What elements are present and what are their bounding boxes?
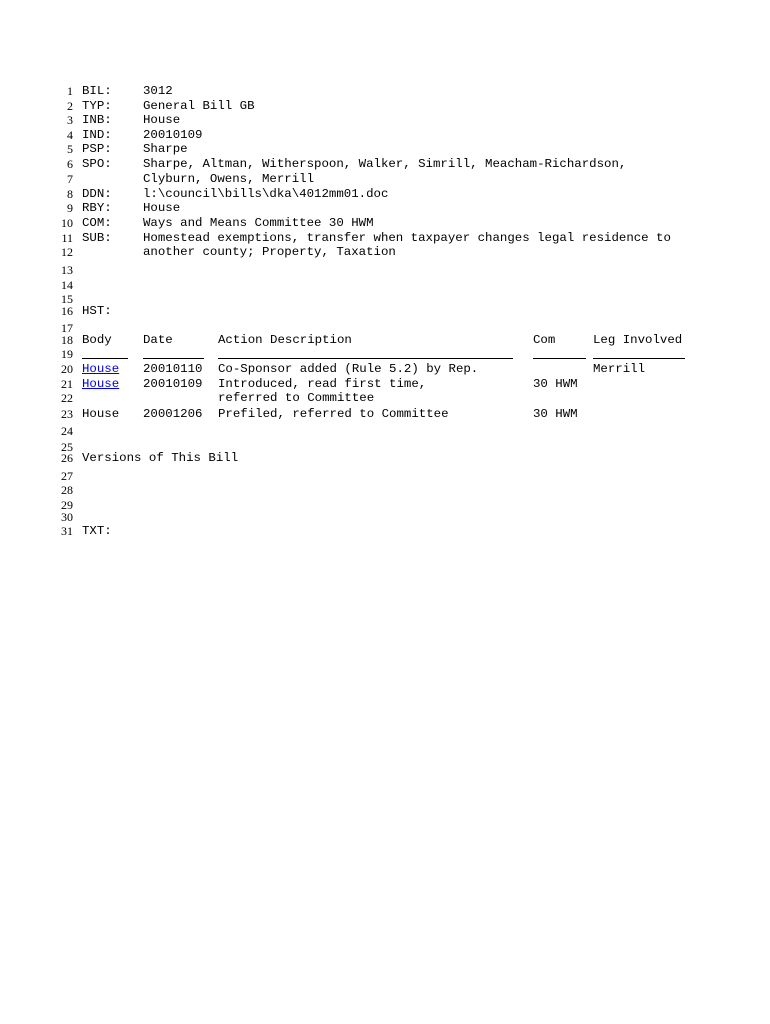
field-value-com: Ways and Means Committee 30 HWM xyxy=(143,216,374,230)
field-label-sub: SUB: xyxy=(82,231,112,245)
history-label: HST: xyxy=(82,304,112,318)
history-header-body: Body xyxy=(82,333,112,347)
field-value-spo: Sharpe, Altman, Witherspoon, Walker, Simrill, Meacham-Richardson, xyxy=(143,157,627,171)
line-number: 14 xyxy=(61,278,73,292)
field-label-ddn: DDN: xyxy=(82,187,112,201)
line-number: 30 xyxy=(61,510,73,524)
line-number: 8 xyxy=(67,187,73,201)
line-number: 18 xyxy=(61,333,73,347)
history-row-action: Introduced, read first time, xyxy=(218,377,427,391)
field-value-sub-continued: another county; Property, Taxation xyxy=(143,245,396,259)
versions-heading: Versions of This Bill xyxy=(82,451,239,465)
field-value-sub: Homestead exemptions, transfer when taxpayer changes legal residence to xyxy=(143,231,671,245)
line-number: 23 xyxy=(61,407,73,421)
field-label-rby: RBY: xyxy=(82,201,112,215)
line-number: 3 xyxy=(67,113,73,127)
line-number: 12 xyxy=(61,245,73,259)
history-row-body-link[interactable]: House xyxy=(82,377,120,391)
field-label-ind: IND: xyxy=(82,128,112,142)
line-number: 17 xyxy=(61,321,73,335)
line-number: 11 xyxy=(61,231,73,245)
line-number: 31 xyxy=(61,524,73,538)
line-number: 1 xyxy=(67,84,73,98)
field-value-spo-continued: Clyburn, Owens, Merrill xyxy=(143,172,315,186)
line-number: 2 xyxy=(67,99,73,113)
line-number: 21 xyxy=(61,377,73,391)
history-header-com: Com xyxy=(533,333,556,347)
history-row-action: Prefiled, referred to Committee xyxy=(218,407,449,421)
field-label-spo: SPO: xyxy=(82,157,112,171)
history-row-com: 30 HWM xyxy=(533,377,578,391)
history-row-action: Co-Sponsor added (Rule 5.2) by Rep. xyxy=(218,362,479,376)
history-row-body-link[interactable]: House xyxy=(82,362,120,376)
field-label-typ: TYP: xyxy=(82,99,112,113)
field-label-inb: INB: xyxy=(82,113,112,127)
header-rule-leg xyxy=(593,358,685,359)
field-value-rby: House xyxy=(143,201,181,215)
header-rule-body xyxy=(82,358,128,359)
history-header-leg: Leg Involved xyxy=(593,333,683,347)
header-rule-action xyxy=(218,358,513,359)
history-row-com: 30 HWM xyxy=(533,407,578,421)
line-number: 6 xyxy=(67,157,73,171)
history-row-leg: Merrill xyxy=(593,362,646,376)
history-row-action-continued: referred to Committee xyxy=(218,391,375,405)
header-rule-com xyxy=(533,358,586,359)
line-number: 22 xyxy=(61,391,73,405)
field-label-com: COM: xyxy=(82,216,112,230)
history-header-date: Date xyxy=(143,333,173,347)
field-value-psp: Sharpe xyxy=(143,142,188,156)
line-number: 20 xyxy=(61,362,73,376)
header-rule-date xyxy=(143,358,204,359)
line-number: 24 xyxy=(61,424,73,438)
field-value-bil: 3012 xyxy=(143,84,173,98)
field-value-ind: 20010109 xyxy=(143,128,203,142)
line-number: 15 xyxy=(61,292,73,306)
field-value-ddn: l:\council\bills\dka\4012mm01.doc xyxy=(143,187,389,201)
line-number: 29 xyxy=(61,498,73,512)
text-label: TXT: xyxy=(82,524,112,538)
history-row-date: 20010110 xyxy=(143,362,203,376)
history-header-action: Action Description xyxy=(218,333,352,347)
line-number: 9 xyxy=(67,201,73,215)
line-number: 10 xyxy=(61,216,73,230)
line-number: 26 xyxy=(61,451,73,465)
field-value-inb: House xyxy=(143,113,181,127)
field-label-psp: PSP: xyxy=(82,142,112,156)
history-row-body: House xyxy=(82,407,120,421)
line-number: 27 xyxy=(61,469,73,483)
history-row-date: 20001206 xyxy=(143,407,203,421)
line-number: 25 xyxy=(61,440,73,454)
line-number: 5 xyxy=(67,142,73,156)
line-number: 7 xyxy=(67,172,73,186)
field-value-typ: General Bill GB xyxy=(143,99,255,113)
line-number: 4 xyxy=(67,128,73,142)
line-number: 13 xyxy=(61,263,73,277)
field-label-bil: BIL: xyxy=(82,84,112,98)
history-row-date: 20010109 xyxy=(143,377,203,391)
line-number: 28 xyxy=(61,483,73,497)
line-number: 16 xyxy=(61,304,73,318)
line-number: 19 xyxy=(61,347,73,361)
